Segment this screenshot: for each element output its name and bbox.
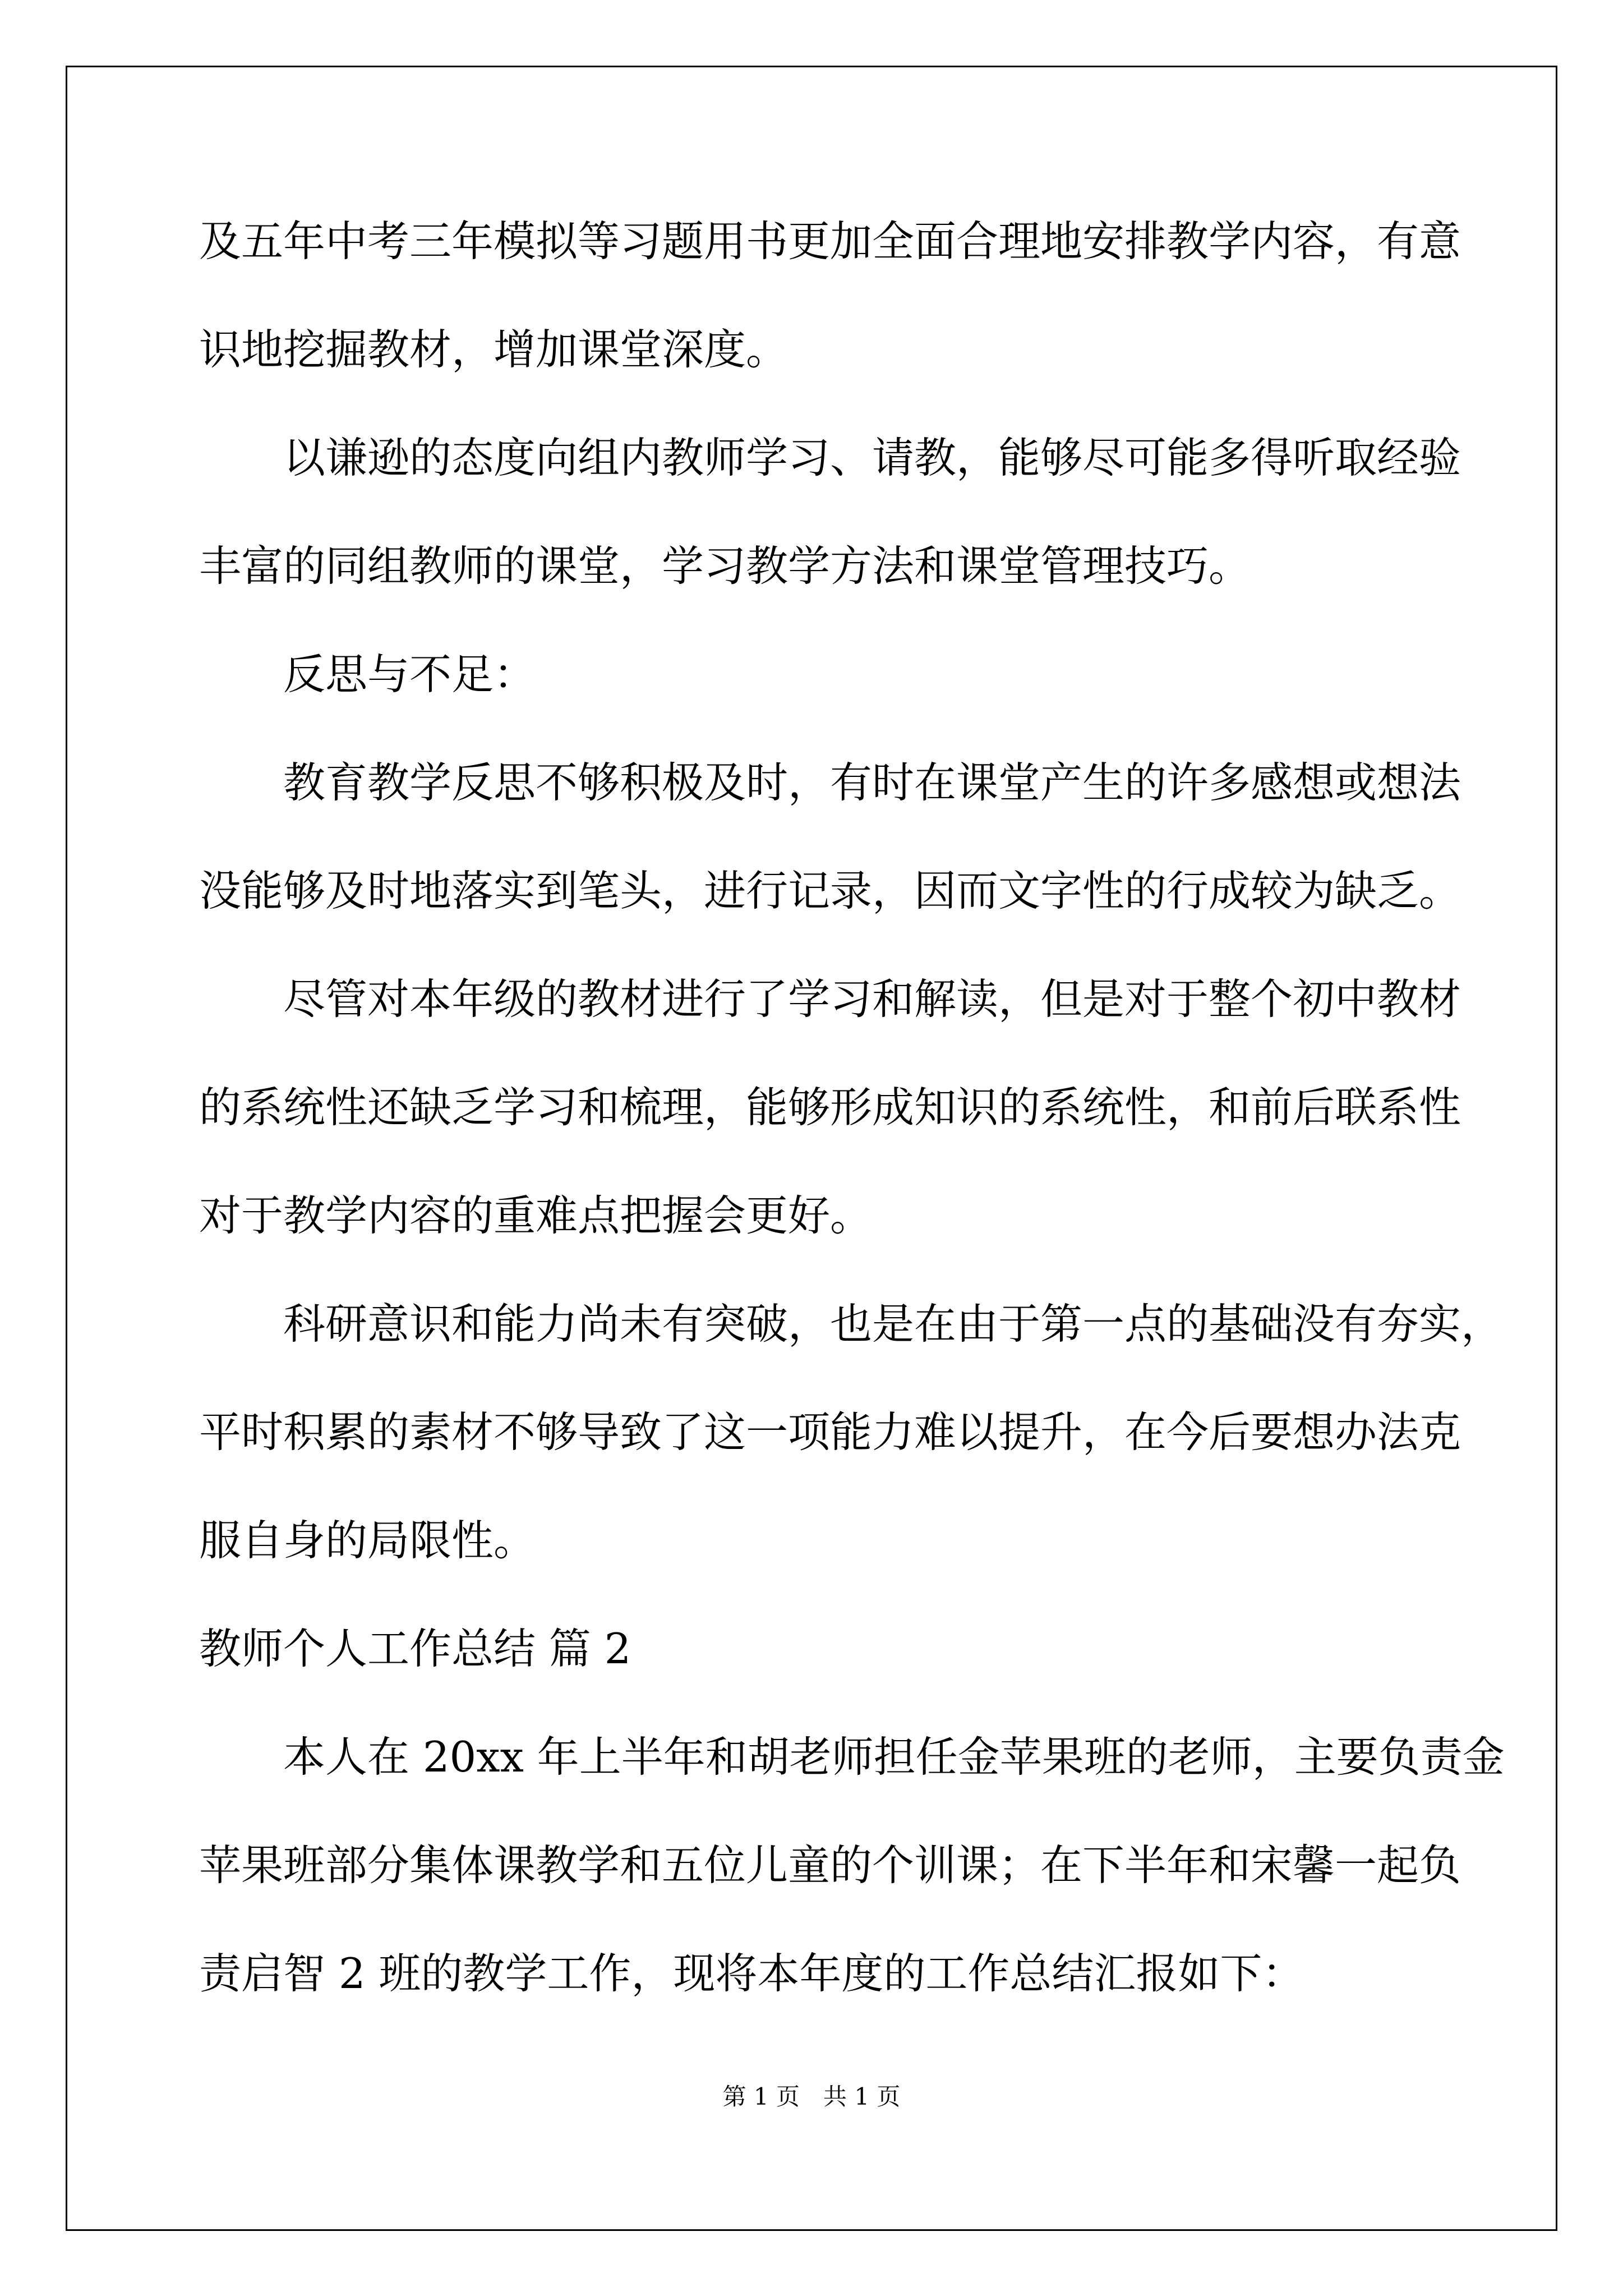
- paragraph-line: 没能够及时地落实到笔头，进行记录，因而文字性的行成较为缺乏。: [199, 866, 1461, 915]
- paragraph-line: 教育教学反思不够积极及时，有时在课堂产生的许多感想或想法: [283, 758, 1461, 807]
- paragraph-line: 服自身的局限性。: [199, 1516, 536, 1565]
- paragraph-line: 尽管对本年级的教材进行了学习和解读，但是对于整个初中教材: [283, 974, 1461, 1024]
- paragraph-line: 苹果班部分集体课教学和五位儿童的个训课；在下半年和宋馨一起负: [199, 1841, 1461, 1890]
- section-title: 教师个人工作总结 篇 2: [199, 1624, 631, 1673]
- paragraph-line: 科研意识和能力尚未有突破，也是在由于第一点的基础没有夯实，: [283, 1299, 1504, 1349]
- document-body: [199, 208, 1505, 2048]
- paragraph-line: 本人在 20xx 年上半年和胡老师担任金苹果班的老师，主要负责金: [283, 1732, 1505, 1782]
- paragraph-line: 的系统性还缺乏学习和梳理，能够形成知识的系统性，和前后联系性: [199, 1083, 1461, 1132]
- paragraph-line: 责启智 2 班的教学工作，现将本年度的工作总结汇报如下：: [199, 1949, 1304, 1998]
- paragraph-line: 平时积累的素材不够导致了这一项能力难以提升，在今后要想办法克: [199, 1407, 1461, 1457]
- paragraph-line: 及五年中考三年模拟等习题用书更加全面合理地安排教学内容，有意: [199, 217, 1461, 266]
- paragraph-line: 丰富的同组教师的课堂，学习教学方法和课堂管理技巧。: [199, 541, 1251, 591]
- paragraph-line: 识地挖掘教材，增加课堂深度。: [199, 325, 789, 374]
- section-subheading: 反思与不足：: [283, 650, 536, 699]
- paragraph-line: 对于教学内容的重难点把握会更好。: [199, 1191, 873, 1240]
- paragraph-line: 以谦逊的态度向组内教师学习、请教，能够尽可能多得听取经验: [283, 433, 1461, 482]
- page-number-footer: 第 1 页 共 1 页: [722, 2083, 901, 2110]
